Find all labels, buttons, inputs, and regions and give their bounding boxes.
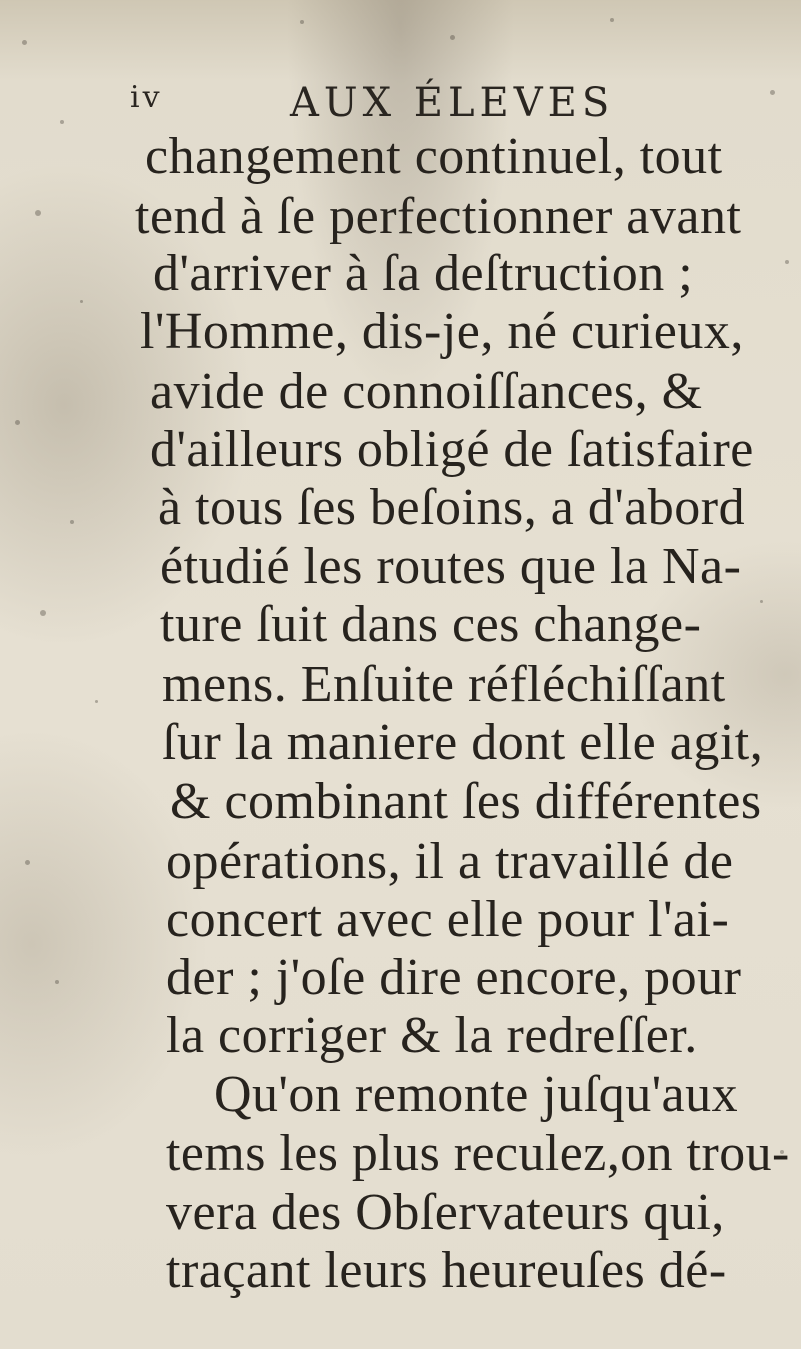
- text-line: traçant leurs heureuſes dé-: [166, 1242, 727, 1299]
- text-line: concert avec elle pour l'ai-: [166, 891, 730, 948]
- text-line: Qu'on remonte juſqu'aux: [214, 1066, 739, 1123]
- text-line: changement continuel, tout: [145, 128, 723, 185]
- running-title: AUX ÉLEVES: [290, 80, 615, 126]
- text-line: der ; j'oſe dire encore, pour: [166, 949, 742, 1006]
- text-line: l'Homme, dis-je, né curieux,: [140, 303, 744, 360]
- text-line: d'arriver à ſa deſtruction ;: [153, 245, 694, 302]
- text-line: avide de connoiſſances, &: [150, 363, 703, 420]
- text-line: ture ſuit dans ces change-: [160, 596, 702, 653]
- text-line: mens. Enſuite réfléchiſſant: [162, 656, 726, 713]
- page-number: iv: [130, 80, 163, 115]
- text-line: & combinant ſes différentes: [170, 773, 762, 830]
- text-line: tend à ſe perfectionner avant: [135, 188, 742, 245]
- text-line: vera des Obſervateurs qui,: [166, 1184, 725, 1241]
- text-line: tems les plus reculez,on trou-: [166, 1125, 790, 1182]
- text-line: d'ailleurs obligé de ſatisfaire: [150, 421, 754, 478]
- text-line: opérations, il a travaillé de: [166, 833, 734, 890]
- text-line: ſur la maniere dont elle agit,: [162, 714, 764, 771]
- text-line: à tous ſes beſoins, a d'abord: [158, 479, 746, 536]
- text-line: la corriger & la redreſſer.: [166, 1007, 698, 1064]
- text-line: étudié les routes que la Na-: [160, 538, 742, 595]
